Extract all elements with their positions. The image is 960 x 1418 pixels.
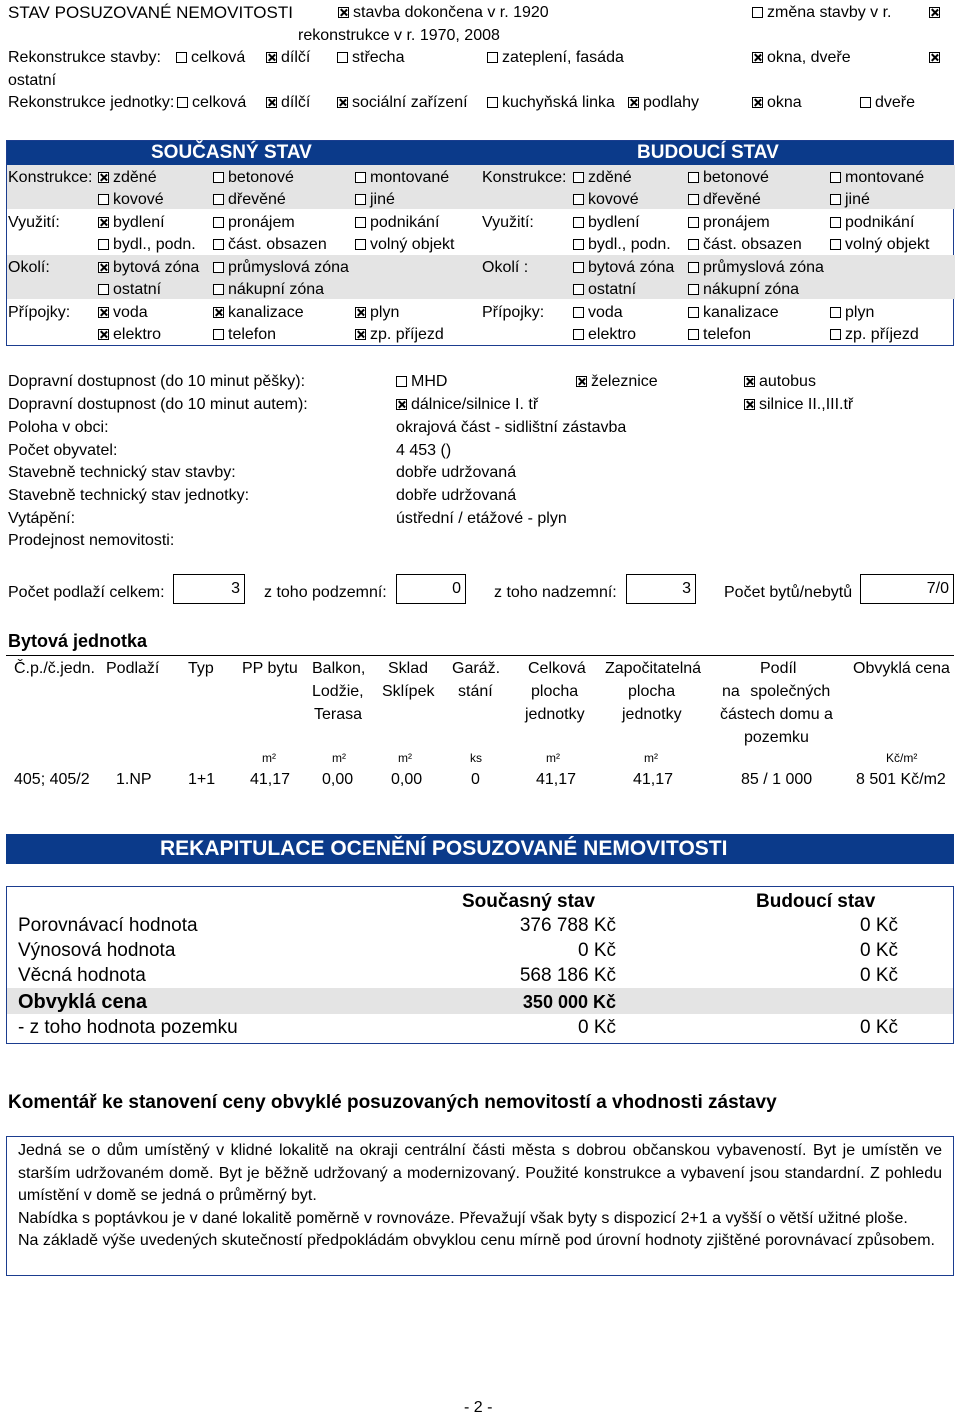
walk-bus[interactable]: autobus xyxy=(744,372,816,392)
checkbox-icon xyxy=(573,329,584,340)
cell-price: 8 501 Kč/m2 xyxy=(856,771,946,788)
checkbox-icon xyxy=(573,217,584,228)
checkbox-icon xyxy=(573,172,584,183)
col-header-total-1: Celková xyxy=(528,660,586,677)
car-highway[interactable]: dálnice/silnice I. tř xyxy=(396,395,538,415)
cur-util-gas[interactable]: plyn xyxy=(355,303,399,323)
cur-con-brick[interactable]: zděné xyxy=(98,168,157,188)
info-value-heating: ústřední / etážové - plyn xyxy=(396,510,567,527)
checkbox-icon xyxy=(355,217,366,228)
recap-label-asset: Věcná hodnota xyxy=(18,965,146,986)
checkbox-icon xyxy=(176,52,187,63)
opt-building-other-box[interactable] xyxy=(929,48,944,68)
cur-use-mixed[interactable]: bydl., podn. xyxy=(98,235,196,255)
checkbox-icon xyxy=(688,307,699,318)
checkbox-icon xyxy=(688,284,699,295)
future-usage-label: Využití: xyxy=(482,214,534,231)
checkbox-icon xyxy=(688,217,699,228)
fut-con-concrete[interactable]: betonové xyxy=(688,168,769,188)
unit-section-title: Bytová jednotka xyxy=(8,631,148,651)
recap-current-land: 0 Kč xyxy=(577,1017,616,1038)
col-header-pp: PP bytu xyxy=(242,660,298,677)
checkbox-icon xyxy=(213,194,224,205)
fut-env-shopping[interactable]: nákupní zóna xyxy=(688,280,799,300)
info-label-location: Poloha v obci: xyxy=(8,419,109,436)
checkbox-icon xyxy=(487,52,498,63)
fut-use-rent[interactable]: pronájem xyxy=(688,213,770,233)
checked-box-icon xyxy=(929,7,940,18)
col-header-storage-2: Sklípek xyxy=(382,683,435,700)
checkbox-icon xyxy=(688,262,699,273)
info-label-saleability: Prodejnost nemovitosti: xyxy=(8,532,175,549)
fut-util-gas[interactable]: plyn xyxy=(830,303,874,323)
floors-total-label: Počet podlaží celkem: xyxy=(8,584,165,601)
building-recon-label: Rekonstrukce stavby: xyxy=(8,49,161,66)
checkbox-icon xyxy=(573,239,584,250)
recap-label-market: Obvyklá cena xyxy=(18,991,147,1013)
info-value-population: 4 453 () xyxy=(396,442,452,459)
checkbox-icon xyxy=(830,329,841,340)
unit-price: Kč/m² xyxy=(886,751,918,765)
col-header-garage-2: stání xyxy=(458,683,493,700)
fut-util-electric[interactable]: elektro xyxy=(573,325,636,345)
checked-box-icon xyxy=(752,52,763,63)
col-header-share-2: na společných xyxy=(722,683,831,700)
fut-use-partial[interactable]: část. obsazen xyxy=(688,235,802,255)
opt-unit-windows[interactable]: okna xyxy=(752,93,802,113)
checkbox-icon xyxy=(213,329,224,340)
unit-garage: ks xyxy=(470,751,482,765)
fut-con-prefab[interactable]: montované xyxy=(830,168,924,188)
cell-count: 41,17 xyxy=(633,771,674,788)
recap-col-future: Budoucí stav xyxy=(756,891,876,912)
recap-current-asset: 568 186 Kč xyxy=(519,965,616,986)
cur-use-business[interactable]: podnikání xyxy=(355,213,439,233)
col-header-type: Typ xyxy=(188,660,214,677)
current-construction-label: Konstrukce: xyxy=(8,169,93,186)
recon-checkbox[interactable] xyxy=(929,3,944,23)
opt-building-facade[interactable]: zateplení, fasáda xyxy=(487,48,624,68)
cur-con-prefab[interactable]: montované xyxy=(355,168,449,188)
recap-col-current: Současný stav xyxy=(462,891,596,912)
cur-util-sewer[interactable]: kanalizace xyxy=(213,303,304,323)
opt-building-partial[interactable]: dílčí xyxy=(266,48,310,68)
fut-con-wood[interactable]: dřevěné xyxy=(688,190,761,210)
cur-use-vacant[interactable]: volný objekt xyxy=(355,235,455,255)
fut-con-brick[interactable]: zděné xyxy=(573,168,632,188)
col-header-balcony-1: Balkon, xyxy=(312,660,366,677)
cur-con-other[interactable]: jiné xyxy=(355,190,395,210)
checked-box-icon xyxy=(355,329,366,340)
comment-paragraph-2: Nabídka s poptávkou je v dané lokalitě poměrně v rovnováze. Převažují však byty s dispozicí 2+1 a vyšší o větší užitné ploše. xyxy=(18,1210,908,1227)
recap-title: REKAPITULACE OCENĚNÍ POSUZOVANÉ NEMOVITOSTI xyxy=(160,837,728,860)
recap-future-income: 0 Kč xyxy=(859,940,898,961)
cell-storage: 0,00 xyxy=(391,771,423,788)
checkbox-icon xyxy=(213,239,224,250)
checkbox-icon xyxy=(396,376,407,387)
checkbox-icon xyxy=(487,97,498,108)
current-state-title: SOUČASNÝ STAV xyxy=(151,142,312,163)
checked-box-icon xyxy=(98,262,109,273)
fut-con-other[interactable]: jiné xyxy=(830,190,870,210)
checkbox-icon xyxy=(98,239,109,250)
cur-util-phone[interactable]: telefon xyxy=(213,325,276,345)
cell-garage: 0 xyxy=(471,771,480,788)
checked-box-icon xyxy=(98,217,109,228)
recap-current-income: 0 Kč xyxy=(577,940,616,961)
checked-box-icon xyxy=(744,399,755,410)
future-surroundings-label: Okolí : xyxy=(482,259,529,276)
fut-env-industrial[interactable]: průmyslová zóna xyxy=(688,258,824,278)
fut-con-metal[interactable]: kovové xyxy=(573,190,639,210)
floors-above-label: z toho nadzemní: xyxy=(494,584,617,601)
info-label-heating: Vytápění: xyxy=(8,510,76,527)
info-label-walk: Dopravní dostupnost (do 10 minut pěšky): xyxy=(8,373,306,390)
col-header-total-3: jednotky xyxy=(525,706,585,723)
built-field[interactable]: stavba dokončena v r. 1920 xyxy=(338,3,549,23)
opt-unit-total[interactable]: celková xyxy=(177,93,246,113)
col-header-count-1: Započitatelná xyxy=(605,660,702,677)
info-value-unit-cond: dobře udržovaná xyxy=(396,487,517,504)
checkbox-icon xyxy=(573,307,584,318)
state-header-bar xyxy=(7,141,953,165)
col-header-storage-1: Sklad xyxy=(388,660,429,677)
fut-util-water[interactable]: voda xyxy=(573,303,623,323)
checkbox-icon xyxy=(355,239,366,250)
floors-total-field[interactable]: 3 xyxy=(173,574,245,604)
unit-total: m² xyxy=(546,751,560,765)
cell-balcony: 0,00 xyxy=(322,771,354,788)
opt-building-roof[interactable]: střecha xyxy=(337,48,404,68)
page-number: - 2 - xyxy=(464,1399,493,1416)
checkbox-icon xyxy=(355,194,366,205)
unit-balcony: m² xyxy=(332,751,346,765)
opt-unit-kitchen[interactable]: kuchyňská linka xyxy=(487,93,615,113)
col-header-count-3: jednotky xyxy=(622,706,682,723)
info-label-population: Počet obyvatel: xyxy=(8,442,118,459)
checkbox-icon xyxy=(688,194,699,205)
checkbox-icon xyxy=(213,284,224,295)
recap-label-land: - z toho hodnota pozemku xyxy=(18,1017,238,1038)
fut-use-vacant[interactable]: volný objekt xyxy=(830,235,930,255)
cell-share: 85 / 1 000 xyxy=(741,771,813,788)
cur-util-water[interactable]: voda xyxy=(98,303,148,323)
checkbox-icon xyxy=(337,52,348,63)
comment-paragraph-3: Na základě výše uvedených skutečností předpokládám obvyklou cenu mírně pod úrovní hodnoty zjištěné porovnávací způsobem. xyxy=(18,1232,935,1249)
cur-use-rent[interactable]: pronájem xyxy=(213,213,295,233)
walk-rail[interactable]: železnice xyxy=(576,372,658,392)
checkbox-icon xyxy=(860,97,871,108)
col-header-share-1: Podíl xyxy=(760,660,797,677)
cur-con-concrete[interactable]: betonové xyxy=(213,168,294,188)
checkbox-icon xyxy=(830,217,841,228)
col-header-total-2: plocha xyxy=(531,683,579,700)
comment-title: Komentář ke stanovení ceny obvyklé posuzovaných nemovitostí a vhodnosti zástavy xyxy=(8,1092,777,1113)
checkbox-icon xyxy=(98,194,109,205)
unit-recon-label: Rekonstrukce jednotky: xyxy=(8,94,175,111)
recap-future-comparative: 0 Kč xyxy=(859,915,898,936)
recap-label-income: Výnosová hodnota xyxy=(18,940,176,961)
checkbox-icon xyxy=(213,172,224,183)
cur-use-partial[interactable]: část. obsazen xyxy=(213,235,327,255)
checked-box-icon xyxy=(929,52,940,63)
opt-unit-partial[interactable]: dílčí xyxy=(266,93,310,113)
checkbox-icon xyxy=(98,284,109,295)
checked-box-icon xyxy=(628,97,639,108)
cur-util-electric[interactable]: elektro xyxy=(98,325,161,345)
fut-util-access[interactable]: zp. příjezd xyxy=(830,325,919,345)
col-header-id: Č.p./č.jedn. xyxy=(14,660,95,677)
cur-util-access[interactable]: zp. příjezd xyxy=(355,325,444,345)
checkbox-icon xyxy=(688,329,699,340)
checkbox-icon xyxy=(573,262,584,273)
checked-box-icon xyxy=(266,97,277,108)
floors-under-field[interactable]: 0 xyxy=(396,574,466,604)
col-header-balcony-2: Lodžie, xyxy=(312,683,364,700)
info-label-car: Dopravní dostupnost (do 10 minut autem): xyxy=(8,396,308,413)
checkbox-icon xyxy=(830,194,841,205)
col-header-share-4: pozemku xyxy=(744,729,809,746)
checked-box-icon xyxy=(576,376,587,387)
cell-id: 405; 405/2 xyxy=(14,771,90,788)
current-surroundings-label: Okolí: xyxy=(8,259,50,276)
checkbox-icon xyxy=(573,194,584,205)
checkbox-icon xyxy=(830,307,841,318)
fut-env-other[interactable]: ostatní xyxy=(573,280,636,300)
cur-con-metal[interactable]: kovové xyxy=(98,190,164,210)
opt-building-total[interactable]: celková xyxy=(176,48,245,68)
col-header-share-3: částech domu a xyxy=(720,706,833,723)
info-value-building-cond: dobře udržovaná xyxy=(396,464,517,481)
cur-env-residential[interactable]: bytová zóna xyxy=(98,258,199,278)
unit-storage: m² xyxy=(398,751,412,765)
building-other-label: ostatní xyxy=(8,72,57,89)
checkbox-icon xyxy=(688,172,699,183)
opt-building-windows[interactable]: okna, dveře xyxy=(752,48,851,68)
fut-use-business[interactable]: podnikání xyxy=(830,213,914,233)
future-state-title: BUDOUCÍ STAV xyxy=(637,142,779,163)
checkbox-icon xyxy=(177,97,188,108)
checkbox-icon xyxy=(213,217,224,228)
recap-current-comparative: 376 788 Kč xyxy=(519,915,616,936)
future-utilities-label: Přípojky: xyxy=(482,304,545,321)
page-title: STAV POSUZOVANÉ NEMOVITOSTI xyxy=(8,3,293,22)
col-header-price: Obvyklá cena xyxy=(853,660,950,677)
flats-field[interactable]: 7/0 xyxy=(860,574,954,604)
cur-env-other[interactable]: ostatní xyxy=(98,280,161,300)
checked-box-icon xyxy=(266,52,277,63)
recap-label-comparative: Porovnávací hodnota xyxy=(18,915,198,936)
unit-pp: m² xyxy=(262,751,276,765)
info-label-unit-cond: Stavebně technický stav jednotky: xyxy=(8,487,250,504)
cur-env-industrial[interactable]: průmyslová zóna xyxy=(213,258,349,278)
checkbox-icon xyxy=(830,239,841,250)
fut-use-mixed[interactable]: bydl., podn. xyxy=(573,235,671,255)
recap-current-market: 350 000 Kč xyxy=(522,992,616,1012)
floors-above-field[interactable]: 3 xyxy=(626,574,696,604)
opt-unit-floors[interactable]: podlahy xyxy=(628,93,699,113)
fut-util-phone[interactable]: telefon xyxy=(688,325,751,345)
fut-util-sewer[interactable]: kanalizace xyxy=(688,303,779,323)
recap-future-asset: 0 Kč xyxy=(859,965,898,986)
car-road[interactable]: silnice II.,III.tř xyxy=(744,395,853,415)
cell-type: 1+1 xyxy=(188,771,216,788)
checkbox-icon xyxy=(688,239,699,250)
col-header-balcony-3: Terasa xyxy=(314,706,363,723)
change-field[interactable]: změna stavby v r. xyxy=(752,3,892,23)
unit-table-rule xyxy=(6,655,954,656)
walk-mhd[interactable]: MHD xyxy=(396,372,447,392)
cell-total: 41,17 xyxy=(536,771,577,788)
recap-future-land: 0 Kč xyxy=(859,1017,898,1038)
comment-paragraph-1: Jedná se o dům umístěný v klidné lokalitě na okraji centrální části města s dobrou občanskou vybaveností. Byt je umístěn ve starším udržovaném domě. Byt je běžně udržovaný a modernizovaný. Použité konstrukce a vybavení jsou standardní. Z pohledu umístění v domě se jedná o průměrný byt. xyxy=(18,1142,942,1204)
cur-env-shopping[interactable]: nákupní zóna xyxy=(213,280,324,300)
checked-box-icon xyxy=(98,329,109,340)
unit-count: m² xyxy=(644,751,658,765)
recon-years: rekonstrukce v r. 1970, 2008 xyxy=(298,27,500,44)
checked-box-icon xyxy=(98,307,109,318)
future-construction-label: Konstrukce: xyxy=(482,169,567,186)
cur-use-living[interactable]: bydlení xyxy=(98,213,165,233)
checkbox-icon xyxy=(355,172,366,183)
cell-pp: 41,17 xyxy=(250,771,291,788)
info-value-location: okrajová část - sidlištní zástavba xyxy=(396,419,627,436)
cell-floor: 1.NP xyxy=(116,771,152,788)
checkbox-icon xyxy=(573,284,584,295)
cur-con-wood[interactable]: dřevěné xyxy=(213,190,286,210)
checked-box-icon xyxy=(98,172,109,183)
col-header-garage-1: Garáž. xyxy=(452,660,501,677)
checkbox-icon xyxy=(830,172,841,183)
fut-use-living[interactable]: bydlení xyxy=(573,213,640,233)
current-usage-label: Využití: xyxy=(8,214,60,231)
checked-box-icon xyxy=(752,97,763,108)
opt-unit-bathroom[interactable]: sociální zařízení xyxy=(337,93,468,113)
floors-under-label: z toho podzemní: xyxy=(264,584,387,601)
checked-box-icon xyxy=(338,7,349,18)
col-header-floor: Podlaží xyxy=(106,660,160,677)
col-header-count-2: plocha xyxy=(628,683,676,700)
flats-label: Počet bytů/nebytů xyxy=(724,584,853,601)
checked-box-icon xyxy=(337,97,348,108)
info-label-building-cond: Stavebně technický stav stavby: xyxy=(8,464,236,481)
opt-unit-doors[interactable]: dveře xyxy=(860,93,915,113)
fut-env-residential[interactable]: bytová zóna xyxy=(573,258,674,278)
current-utilities-label: Přípojky: xyxy=(8,304,71,321)
checkbox-icon xyxy=(213,262,224,273)
checkbox-icon xyxy=(752,7,763,18)
checked-box-icon xyxy=(355,307,366,318)
checked-box-icon xyxy=(213,307,224,318)
checked-box-icon xyxy=(744,376,755,387)
checked-box-icon xyxy=(396,399,407,410)
